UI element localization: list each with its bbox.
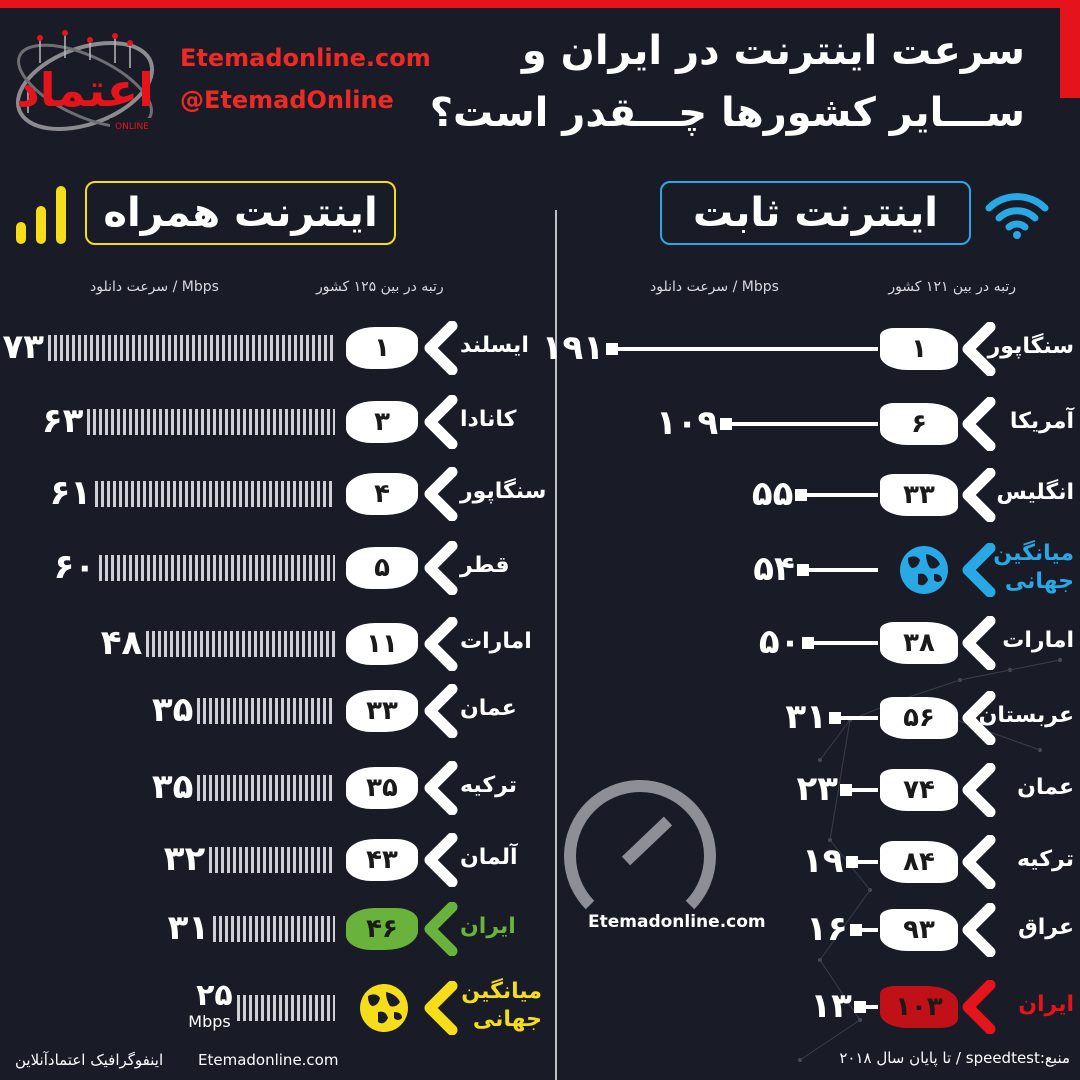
- chevron-left-icon: [420, 541, 460, 595]
- speed-line-marker: [802, 637, 814, 649]
- speed-value: ۱۹: [802, 841, 844, 881]
- signal-bars-icon: [14, 184, 70, 246]
- speed-line: [803, 568, 878, 572]
- speed-line: [726, 422, 878, 426]
- speed-bar: [48, 335, 335, 361]
- speed-value: ۱۶: [806, 909, 848, 949]
- country-name: ایسلند: [460, 333, 529, 358]
- speed-line-marker: [840, 784, 852, 796]
- speed-value: ۲۳: [796, 769, 838, 809]
- chevron-left-icon: [420, 617, 460, 671]
- country-shape: [346, 616, 418, 672]
- country-shape: [880, 321, 958, 377]
- country-shape: [880, 902, 958, 958]
- country-name: میانگین جهانی: [993, 541, 1074, 594]
- rank-number: ۴۳: [366, 845, 398, 875]
- country-shape: [880, 690, 958, 746]
- speed-line: [801, 493, 878, 497]
- country-shape: [346, 683, 418, 739]
- speedometer-label: Etemadonline.com: [588, 912, 766, 932]
- speed-line-marker: [795, 489, 807, 501]
- page-title-line-1: سرعت اینترنت در ایران و: [521, 28, 1025, 74]
- mobile-speed-header: سرعت دانلود / Mbps: [90, 279, 219, 295]
- country-name: قطر: [460, 553, 510, 578]
- country-name: کانادا: [460, 407, 517, 432]
- speed-value: ۷۳: [2, 327, 44, 367]
- country-shape: [880, 396, 958, 452]
- country-name: عراق: [1018, 915, 1074, 940]
- brand-handle: @EtemadOnline: [180, 86, 394, 114]
- country-shape: [346, 320, 418, 376]
- country-name: ایران: [1018, 992, 1074, 1017]
- speed-bar: [87, 409, 335, 435]
- speed-line: [808, 641, 878, 645]
- chevron-left-icon: [420, 321, 460, 375]
- country-name: آلمان: [460, 845, 518, 870]
- logo-text: اعتماد: [16, 63, 154, 117]
- fixed-internet-title-box: [660, 181, 971, 245]
- speed-line-marker: [829, 712, 841, 724]
- etemad-logo: [10, 18, 160, 148]
- speed-value: ۳۵: [151, 690, 194, 730]
- speed-value: ۳۱: [785, 697, 827, 737]
- chevron-left-icon: [958, 616, 998, 670]
- speed-bar: [213, 916, 335, 942]
- rank-number: ۳: [374, 407, 390, 437]
- country-shape: [880, 615, 958, 671]
- country-name: ترکیه: [460, 773, 518, 798]
- speed-bar: [146, 631, 335, 657]
- country-name: عمان: [460, 696, 517, 721]
- footer-site: Etemadonline.com: [198, 1051, 339, 1069]
- country-shape: [346, 901, 418, 957]
- chevron-left-icon: [958, 835, 998, 889]
- speed-value: ۵۵: [751, 474, 794, 514]
- chevron-left-icon: [420, 761, 460, 815]
- rank-number: ۳۵: [366, 773, 398, 803]
- speed-value: ۱۳: [810, 986, 852, 1026]
- country-shape: [880, 834, 958, 890]
- chevron-left-icon: [420, 981, 460, 1035]
- chevron-left-icon: [420, 833, 460, 887]
- chevron-left-icon: [958, 903, 998, 957]
- logo-sub-text: ONLINE: [115, 122, 149, 132]
- country-name: سنگاپور: [460, 479, 547, 504]
- chevron-left-icon: [420, 467, 460, 521]
- globe-icon: [898, 544, 950, 596]
- page-title-line-2: ســـایر کشورها چـــقدر است؟: [429, 90, 1025, 136]
- rank-number: ۳۳: [366, 696, 398, 726]
- rank-number: ۱: [911, 334, 927, 364]
- chevron-left-icon: [958, 397, 998, 451]
- speed-bar: [209, 847, 335, 873]
- speed-value: ۳۲: [163, 839, 206, 879]
- rank-number: ۳۸: [903, 628, 935, 658]
- mobile-internet-title: اینترنت همراه: [103, 190, 378, 236]
- mobile-rank-header: رتبه در بین ۱۲۵ کشور: [316, 279, 444, 295]
- country-shape: [880, 467, 958, 523]
- country-name: انگلیس: [996, 480, 1074, 505]
- speed-value: ۳۵: [151, 767, 194, 807]
- speed-value: ۴۸: [100, 623, 143, 663]
- country-name: امارات: [460, 629, 532, 654]
- chevron-left-icon: [958, 980, 998, 1034]
- country-name: میانگین جهانی: [461, 979, 542, 1032]
- country-name: ترکیه: [1016, 847, 1074, 872]
- speed-line: [612, 347, 878, 351]
- country-name: ایران: [460, 914, 516, 939]
- chevron-left-icon: [420, 684, 460, 738]
- country-shape: [346, 832, 418, 888]
- rank-number: ۷۴: [903, 775, 935, 805]
- speed-bar: [237, 995, 335, 1021]
- speed-value: ۵۰: [758, 622, 801, 662]
- chevron-left-icon: [958, 468, 998, 522]
- rank-number: ۴۶: [366, 914, 398, 944]
- speed-line-marker: [797, 564, 809, 576]
- fixed-rank-header: رتبه در بین ۱۲۱ کشور: [888, 279, 1016, 295]
- speedometer-icon: [560, 775, 720, 925]
- country-shape: [880, 762, 958, 818]
- speed-value: ۵۴: [753, 549, 795, 589]
- country-shape: [346, 394, 418, 450]
- speed-line-marker: [720, 418, 732, 430]
- speed-value: ۲۵: [196, 978, 233, 1013]
- country-shape: [346, 540, 418, 596]
- rank-number: ۸۴: [903, 847, 935, 877]
- rank-number: ۳۳: [903, 480, 935, 510]
- speed-line: [835, 716, 878, 720]
- footer-source: منبع:speedtest / تا پایان سال ۲۰۱۸: [839, 1049, 1070, 1067]
- speed-line-marker: [846, 856, 858, 868]
- speed-line-marker: [850, 924, 862, 936]
- fixed-internet-title: اینترنت ثابت: [693, 190, 938, 236]
- rank-number: ۵۶: [903, 703, 935, 733]
- rank-number: ۵: [374, 553, 390, 583]
- chevron-left-icon: [958, 691, 998, 745]
- country-shape: [346, 466, 418, 522]
- chevron-left-icon: [420, 395, 460, 449]
- rank-number: ۴: [374, 479, 390, 509]
- rank-number: ۱: [374, 333, 390, 363]
- speed-value: ۱۹۱: [541, 328, 604, 368]
- country-name: سنگاپور: [987, 334, 1074, 359]
- speed-value: ۱۰۹: [655, 403, 719, 443]
- chevron-left-icon: [958, 322, 998, 376]
- speed-bar: [99, 555, 335, 581]
- fixed-speed-header: سرعت دانلود / Mbps: [650, 279, 779, 295]
- speed-value: ۶۳: [41, 401, 84, 441]
- speed-bar: [95, 481, 335, 507]
- speed-bar: [197, 698, 335, 724]
- country-shape: [880, 979, 958, 1035]
- country-shape: [346, 760, 418, 816]
- rank-number: ۶: [911, 409, 927, 439]
- globe-icon: [358, 982, 410, 1034]
- speed-bar: [197, 775, 335, 801]
- chevron-left-icon: [420, 902, 460, 956]
- country-name: امارات: [1002, 628, 1074, 653]
- mobile-internet-title-box: [85, 181, 396, 245]
- chevron-left-icon: [958, 543, 998, 597]
- wifi-icon: [985, 188, 1049, 240]
- country-name: عربستان: [978, 703, 1074, 728]
- footer-credit: اینفوگرافیک اعتمادآنلاین: [15, 1051, 164, 1069]
- red-accent-block: [1060, 8, 1080, 98]
- speed-value: ۶۰: [53, 547, 96, 587]
- rank-number: ۱۱: [366, 629, 398, 659]
- country-name: آمریکا: [1009, 409, 1074, 434]
- country-name: عمان: [1017, 775, 1074, 800]
- speed-value: ۶۱: [49, 473, 92, 513]
- rank-number: ۹۳: [903, 915, 935, 945]
- brand-site: Etemadonline.com: [180, 44, 431, 72]
- top-red-bar: [0, 0, 1080, 8]
- speed-line-marker: [606, 343, 618, 355]
- rank-number: ۱۰۳: [895, 992, 943, 1022]
- speed-line-marker: [854, 1001, 866, 1013]
- speed-unit: Mbps: [188, 1012, 231, 1031]
- chevron-left-icon: [958, 763, 998, 817]
- speed-value: ۳۱: [167, 908, 210, 948]
